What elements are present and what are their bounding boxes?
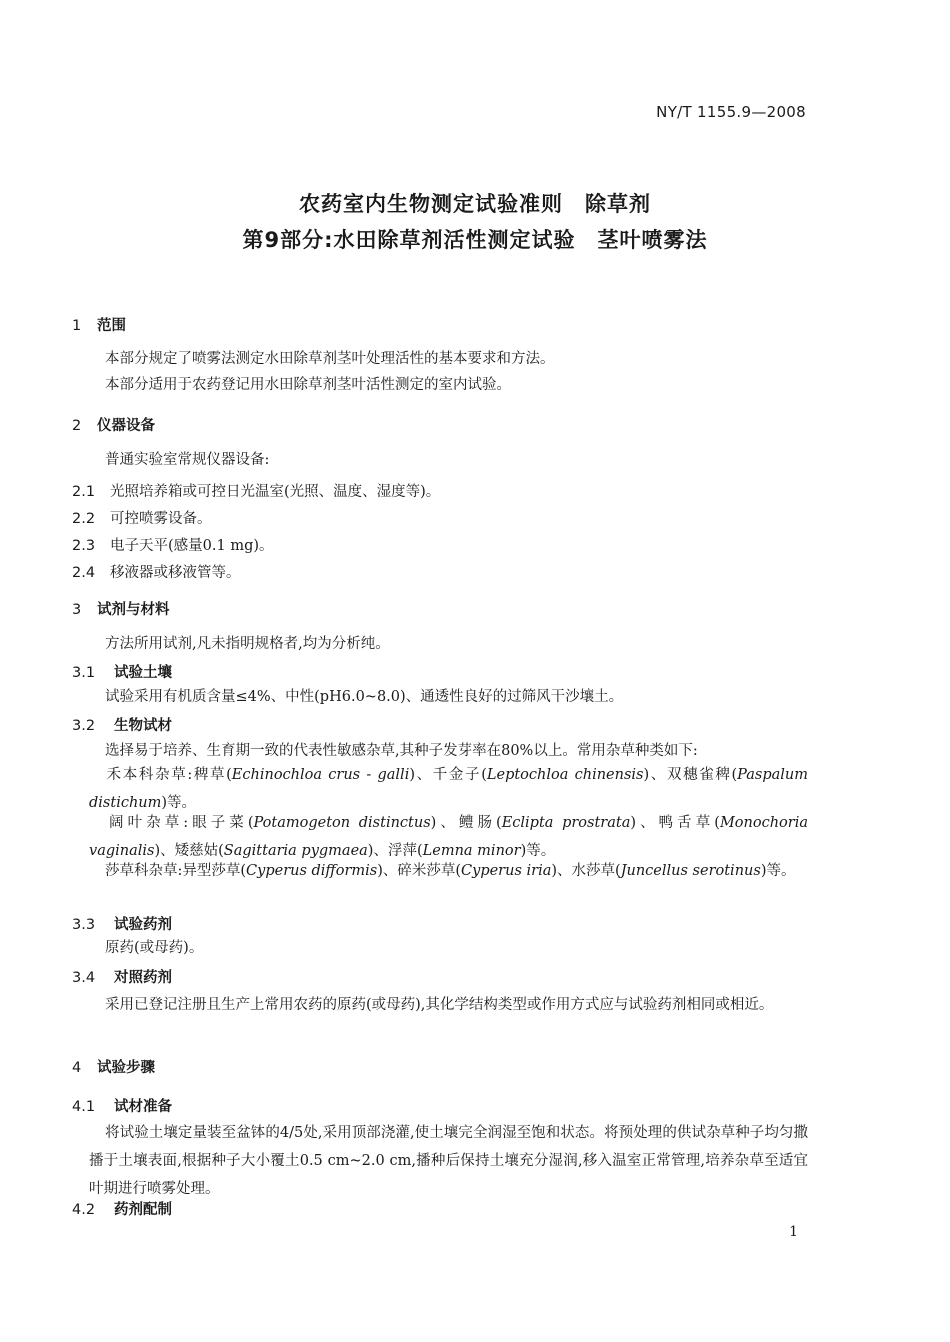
paragraph: 本部分适用于农药登记用水田除草剂茎叶活性测定的室内试验。: [105, 377, 511, 393]
subsection-3-3-heading: [72, 913, 172, 934]
subsection-number: 3.4: [72, 970, 96, 986]
item-text: 光照培养箱或可控日光温室(光照、温度、湿度等)。: [110, 484, 441, 500]
section-title: 试剂与材料: [97, 602, 170, 618]
subsection-number: 3.3: [72, 917, 96, 933]
section-number: 3: [72, 602, 82, 618]
subsection-number: 4.2: [72, 1202, 96, 1218]
broadleaf-weeds-paragraph: 阔叶杂草:眼子菜(Potamogeton distinctus)、鳢肠(Eclipta prostrata)、鸭舌草(Monochoria vaginalis)、矮慈姑(Sagittaria pygmaea)、浮萍(Lemna minor)等。: [89, 815, 808, 859]
subsection-3-1-heading: [72, 661, 172, 682]
item-number: 2.2: [72, 511, 96, 527]
section-title: 仪器设备: [97, 418, 155, 434]
paragraph: 本部分规定了喷雾法测定水田除草剂茎叶处理活性的基本要求和方法。: [105, 351, 555, 367]
item-number: 2.3: [72, 538, 96, 554]
paragraph: 采用已登记注册且生产上常用农药的原药(或母药),其化学结构类型或作用方式应与试验药剂相同或相近。: [105, 997, 774, 1013]
grass-weeds-paragraph: 禾本科杂草:稗草(Echinochloa crus - galli)、千金子(Leptochloa chinensis)、双穗雀稗(Paspalum distichum)等。: [89, 767, 809, 811]
section-4-heading: [72, 1056, 155, 1077]
list-item: [72, 561, 241, 582]
item-number: 2.1: [72, 484, 96, 500]
paragraph: 普通实验室常规仪器设备:: [105, 452, 270, 468]
standard-code: NY/T 1155.9—2008: [656, 103, 806, 121]
paragraph: 将试验土壤定量装至盆钵的4/5处,采用顶部浇灌,使土壤完全润湿至饱和状态。将预处理的供试杂草种子均匀撒播于土壤表面,根据种子大小覆土0.5 cm~2.0 cm,播种后保持土壤充分湿润,移入温室正常管理,培养杂草至适宜叶期进行喷雾处理。: [89, 1125, 808, 1197]
item-number: 2.4: [72, 565, 96, 581]
item-text: 移液器或移液管等。: [110, 565, 241, 581]
paragraph: 试验采用有机质含量≤4%、中性(pH6.0~8.0)、通透性良好的过筛风干沙壤土。: [105, 689, 624, 705]
section-title: 试验步骤: [97, 1060, 155, 1076]
list-item: [72, 480, 440, 501]
subsection-title: 试材准备: [114, 1099, 172, 1115]
section-2-heading: [72, 414, 155, 435]
section-number: 4: [72, 1060, 82, 1076]
subsection-number: 3.2: [72, 718, 96, 734]
subsection-title: 药剂配制: [114, 1202, 172, 1218]
title-line-2: 第9部分:水田除草剂活性测定试验 茎叶喷雾法: [242, 228, 708, 252]
subsection-4-2-heading: [72, 1198, 172, 1219]
subsection-number: 3.1: [72, 665, 96, 681]
title-line-1: 农药室内生物测定试验准则 除草剂: [299, 192, 651, 216]
item-text: 电子天平(感量0.1 mg)。: [110, 538, 274, 554]
section-3-heading: [72, 598, 170, 619]
subsection-title: 对照药剂: [114, 970, 172, 986]
subsection-title: 试验药剂: [114, 917, 172, 933]
subsection-3-2-heading: [72, 714, 172, 735]
list-item: [72, 534, 274, 555]
paragraph: 原药(或母药)。: [105, 940, 204, 956]
item-text: 可控喷雾设备。: [110, 511, 212, 527]
section-title: 范围: [97, 318, 126, 334]
page-number: 1: [789, 1224, 798, 1240]
section-1-heading: [72, 314, 126, 335]
subsection-number: 4.1: [72, 1099, 96, 1115]
subsection-title: 试验土壤: [114, 665, 172, 681]
paragraph: 选择易于培养、生育期一致的代表性敏感杂草,其种子发芽率在80%以上。常用杂草种类如下:: [105, 743, 698, 759]
subsection-title: 生物试材: [114, 718, 172, 734]
paragraph: 方法所用试剂,凡未指明规格者,均为分析纯。: [105, 636, 390, 652]
subsection-4-1-heading: [72, 1095, 172, 1116]
section-number: 1: [72, 318, 82, 334]
sedge-weeds-paragraph: 莎草科杂草:异型莎草(Cyperus difformis)、碎米莎草(Cyperus iria)、水莎草(Juncellus serotinus)等。: [105, 863, 796, 879]
list-item: [72, 507, 212, 528]
subsection-3-4-heading: [72, 966, 172, 987]
section-number: 2: [72, 418, 82, 434]
